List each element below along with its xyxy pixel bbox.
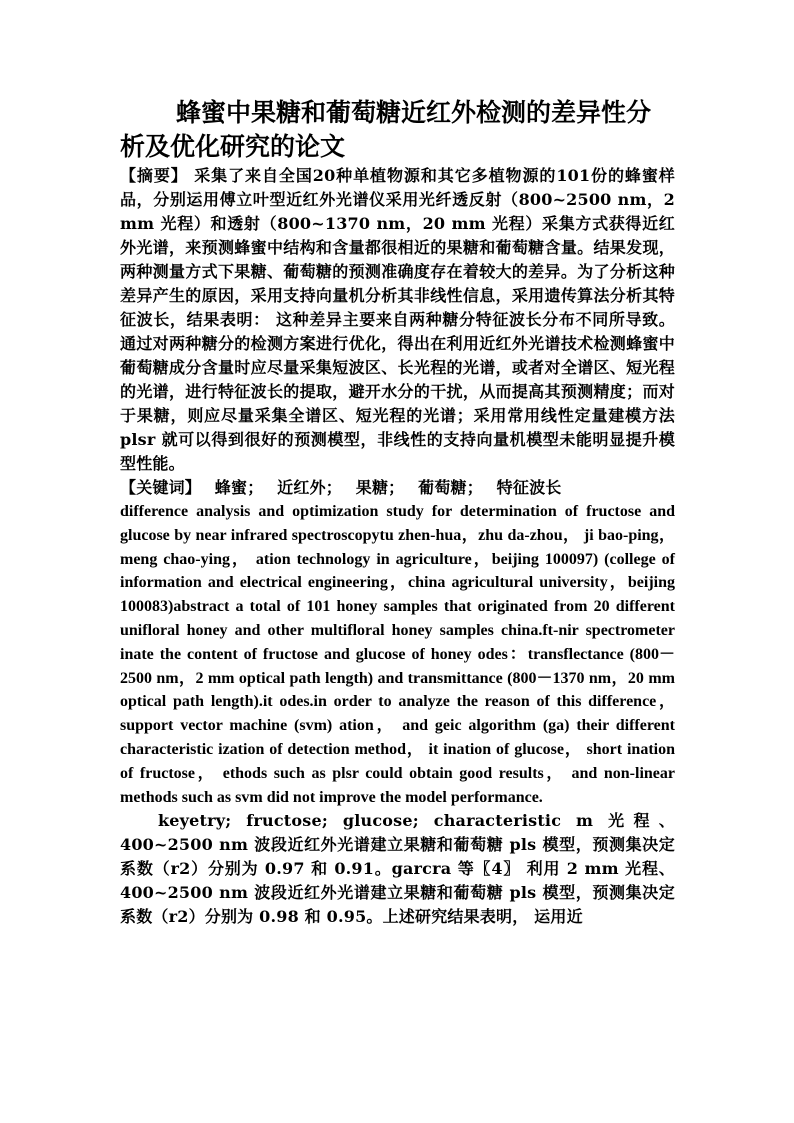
document-page	[120, 96, 675, 929]
document-title: 蜂蜜中果糖和葡萄糖近红外检测的差异性分析及优化研究的论文	[120, 98, 652, 161]
keywords-paragraph	[120, 476, 675, 500]
keywords-text: 蜂蜜； 近红外； 果糖； 葡萄糖； 特征波长	[214, 478, 562, 497]
abstract-text: 采集了来自全国20种单植物源和其它多植物源的101份的蜂蜜样品，分别运用傅立叶型近红外光谱仪采用光纤透反射（800~2500 nm，2 mm 光程）和透射（800~1370 nm，20 mm 光程）采集方式获得近红外光谱，来预测蜂蜜中结构和含量都很相近的果糖和葡萄糖含量。结果发现，两种测量方式下果糖、葡萄糖的预测准确度存在着较大的差异。为了分析这种差异产生的原因，采用支持向量机分析其非线性信息，采用遗传算法分析其特征波长，结果表明： 这种差异主要来自两种糖分特征波长分布不同所导致。通过对两种糖分的检测方案进行优化，得出在利用近红外光谱技术检测蜂蜜中葡萄糖成分含量时应尽量采集短波区、长光程的光谱，或者对全谱区、短光程的光谱，进行特征波长的提取，避开水分的干扰，从而提高其预测精度；而对于果糖，则应尽量采集全谱区、短光程的光谱；采用常用线性定量建模方法 plsr 就可以得到很好的预测模型，非线性的支持向量机模型未能明显提升模型性能。	[120, 166, 675, 473]
abstract-label: 【摘要】	[120, 166, 188, 185]
english-abstract: difference analysis and optimization study for determination of fructose and glucose by near infrared spectroscopytu zhen-hua，zhu da-zhou， ji bao-ping， meng chao-ying， ation technology in agriculture，beijing 100097) (college of information and electrical engineering，china agricultural university，beijing 100083)abstract a total of 101 honey samples that originated from 20 different unifloral honey and other multifloral honey samples china.ft-nir spectrometer inate the content of fructose and glucose of honey odes：transflectance (800－2500 nm，2 mm optical path length) and transmittance (800－1370 nm，20 mm optical path length).it odes.in order to analyze the reason of this difference， support vector machine (svm) ation， and geic algorithm (ga) their different characteristic ization of detection method， it ination of glucose， short ination of fructose， ethods such as plsr could obtain good results， and non-linear methods such as svm did not improve the model performance.	[120, 503, 675, 806]
keywords-label: 【关键词】	[120, 478, 202, 497]
abstract-paragraph	[120, 164, 675, 476]
body-paragraph: keyetry; fructose; glucose; characteristic m 光程、400~2500 nm 波段近红外光谱建立果糖和葡萄糖 pls 模型，预测集决定系数（r2）分别为 0.97 和 0.91。garcra 等〖4〗 利用 2 mm 光程、400~2500 nm 波段近红外光谱建立果糖和葡萄糖 pls 模型，预测集决定系数（r2）分别为 0.98 和 0.95。上述研究结果表明， 运用近	[120, 811, 675, 927]
